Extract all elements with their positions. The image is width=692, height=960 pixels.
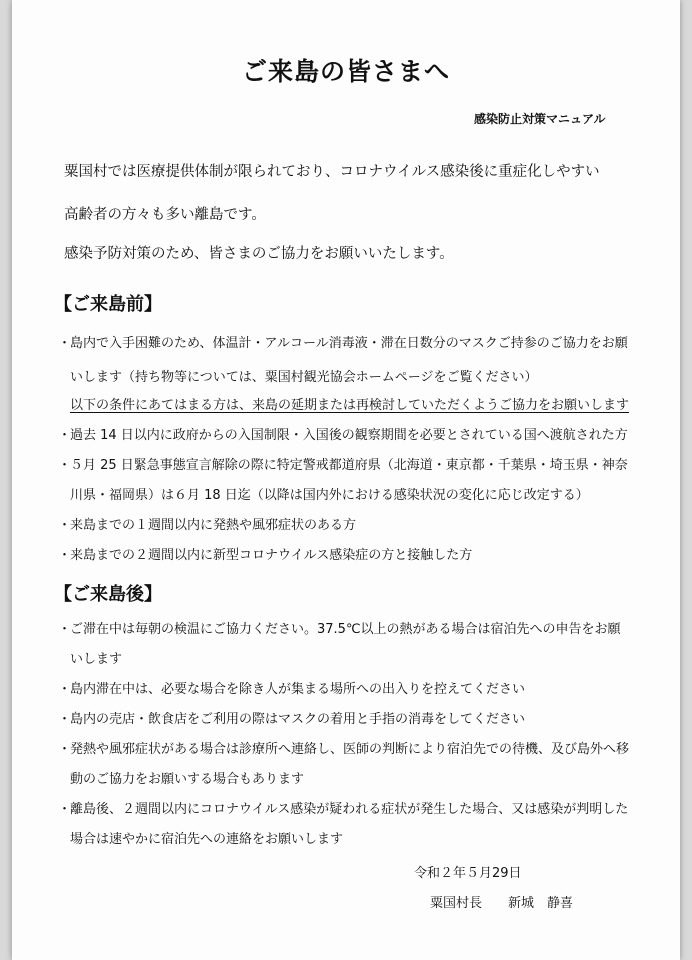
- bullet: ・: [58, 458, 72, 473]
- after-item-2: [58, 682, 525, 698]
- intro-line-2: 高齢者の方々も多い離島です。: [64, 207, 266, 223]
- before-item-1-continued: いします（持ち物等については、粟国村観光協会ホームページをご覧ください）: [70, 370, 538, 385]
- bullet: ・: [58, 742, 72, 757]
- document-subtitle: 感染防止対策マニュアル: [474, 112, 606, 126]
- before-item-1: [58, 336, 628, 352]
- after-item-4-text: 発熱や風邪症状がある場合は診療所へ連絡し、医師の判断により宿泊先での待機、及び島外へ移: [70, 742, 630, 757]
- after-item-1: [58, 622, 621, 638]
- section-heading-before: 【ご来島前】: [54, 294, 162, 315]
- after-item-5: [58, 802, 628, 818]
- before-item-4: [58, 518, 356, 534]
- signature-block: [430, 892, 573, 911]
- after-item-1-text: ご滞在中は毎朝の検温にご協力ください。37.5℃以上の熱がある場合は宿泊先への申告をお願: [70, 622, 621, 637]
- after-item-1-continued: いします: [70, 652, 123, 667]
- condition-note: 以下の条件にあてはまる方は、来島の延期または再検討していただくようご協力をお願いします: [70, 398, 630, 413]
- after-item-5-text: 離島後、２週間以内にコロナウイルス感染が疑われる症状が発生した場合、又は感染が判明した: [70, 802, 629, 817]
- bullet: ・: [58, 428, 72, 443]
- before-item-3: [58, 458, 628, 474]
- bullet: ・: [58, 518, 72, 533]
- before-item-1-text: 島内で入手困難のため、体温計・アルコール消毒液・滞在日数分のマスクご持参のご協力をお願: [70, 336, 628, 351]
- signer-name: 新城 静喜: [508, 896, 574, 911]
- bullet: ・: [58, 548, 72, 563]
- before-item-5: [58, 548, 472, 564]
- intro-line-1: 粟国村では医療提供体制が限られており、コロナウイルス感染後に重症化しやすい: [64, 164, 600, 180]
- bullet: ・: [58, 712, 72, 727]
- after-item-4-continued: 動のご協力をお願いする場合もあります: [70, 772, 305, 787]
- before-item-5-text: 来島までの２週間以内に新型コロナウイルス感染症の方と接触した方: [70, 548, 473, 563]
- before-item-3-continued: 川県・福岡県）は６月 18 日迄（以降は国内外における感染状況の変化に応じ改定する）: [70, 488, 589, 503]
- page-title: ご来島の皆さまへ: [241, 57, 450, 86]
- before-item-3-text: ５月 25 日緊急事態宣言解除の際に特定警戒都道府県（北海道・東京都・千葉県・埼玉県・神奈: [70, 458, 628, 473]
- section-heading-after: 【ご来島後】: [54, 584, 162, 605]
- bullet: ・: [58, 336, 72, 351]
- before-item-2-text: 過去 14 日以内に政府からの入国制限・入国後の観察期間を必要とされている国へ渡航された方: [70, 428, 628, 443]
- signer-title: 粟国村長: [430, 896, 483, 911]
- before-item-4-text: 来島までの１週間以内に発熱や風邪症状のある方: [70, 518, 357, 533]
- after-item-3: [58, 712, 525, 728]
- after-item-2-text: 島内滞在中は、必要な場合を除き人が集まる場所への出入りを控えてください: [70, 682, 526, 697]
- before-item-2: [58, 428, 628, 444]
- bullet: ・: [58, 802, 72, 817]
- intro-line-3: 感染予防対策のため、皆さまのご協力をお願いいたします。: [64, 246, 454, 262]
- after-item-4: [58, 742, 629, 758]
- bullet: ・: [58, 682, 72, 697]
- issue-date: 令和２年５月29日: [414, 866, 522, 881]
- after-item-5-continued: 場合は速やかに宿泊先への連絡をお願いします: [70, 832, 344, 847]
- document-page: [12, 0, 680, 960]
- after-item-3-text: 島内の売店・飲食店をご利用の際はマスクの着用と手指の消毒をしてください: [70, 712, 526, 727]
- bullet: ・: [58, 622, 72, 637]
